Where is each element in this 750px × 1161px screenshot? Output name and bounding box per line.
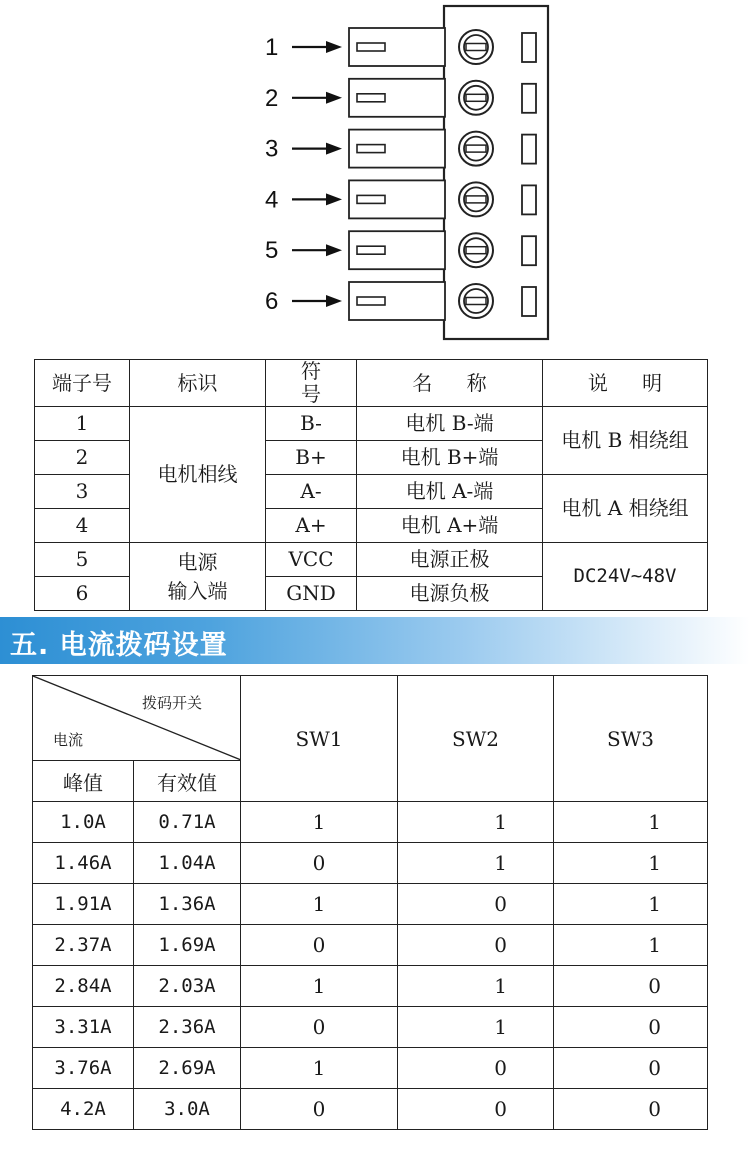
peak-current: 3.31A bbox=[33, 1007, 134, 1048]
current-dip-switch-table bbox=[32, 675, 708, 1130]
sw2-value: 0 bbox=[398, 925, 554, 966]
winding-b-description: 电机 B 相绕组 bbox=[543, 407, 708, 475]
header-description: 说 明 bbox=[543, 360, 708, 407]
voltage-range-description: DC24V~48V bbox=[543, 543, 708, 611]
pin-arrowhead bbox=[326, 193, 342, 205]
sw3-value: 0 bbox=[554, 1048, 708, 1089]
peak-current: 1.0A bbox=[33, 802, 134, 843]
terminal-name: 电源负极 bbox=[357, 577, 543, 611]
pin-number-label: 6 bbox=[265, 288, 279, 315]
sw2-value: 1 bbox=[398, 843, 554, 884]
sw2-value: 1 bbox=[398, 802, 554, 843]
terminal-name: 电机 A-端 bbox=[357, 475, 543, 509]
sw2-value: 1 bbox=[398, 966, 554, 1007]
sw3-value: 0 bbox=[554, 1007, 708, 1048]
pin-arrowhead bbox=[326, 41, 342, 53]
sw3-value: 1 bbox=[554, 925, 708, 966]
terminal-symbol: B- bbox=[266, 407, 357, 441]
sw2-value: 0 bbox=[398, 884, 554, 925]
terminal-connector-diagram bbox=[0, 0, 750, 345]
wire-slot-marker bbox=[357, 297, 385, 305]
sw1-value: 1 bbox=[241, 802, 398, 843]
rms-current: 2.03A bbox=[134, 966, 241, 1007]
sw1-value: 1 bbox=[241, 884, 398, 925]
screw-slot bbox=[466, 145, 486, 152]
power-input-line1: 电源 bbox=[177, 549, 218, 574]
terminal-symbol: A+ bbox=[266, 509, 357, 543]
peak-current: 4.2A bbox=[33, 1089, 134, 1130]
table-row bbox=[33, 1007, 708, 1048]
test-port bbox=[522, 185, 536, 214]
pin-number-label: 4 bbox=[265, 186, 279, 214]
header-sw3: SW3 bbox=[554, 676, 708, 802]
peak-current: 2.84A bbox=[33, 966, 134, 1007]
header-sw1: SW1 bbox=[241, 676, 398, 802]
screw-slot bbox=[466, 94, 486, 101]
header-symbol: 符 号 bbox=[266, 360, 357, 407]
header-terminal: 端子号 bbox=[35, 360, 130, 407]
header-sw2: SW2 bbox=[398, 676, 554, 802]
test-port bbox=[522, 84, 536, 113]
rms-current: 2.69A bbox=[134, 1048, 241, 1089]
test-port bbox=[522, 33, 536, 62]
terminal-number: 1 bbox=[35, 407, 130, 441]
wire-slot-marker bbox=[357, 246, 385, 254]
screw-slot bbox=[466, 247, 486, 254]
pin-arrowhead bbox=[326, 295, 342, 307]
wire-slot-marker bbox=[357, 94, 385, 102]
section-title: 五. 电流拨码设置 bbox=[10, 630, 228, 661]
sw2-value: 0 bbox=[398, 1089, 554, 1130]
rms-current: 1.04A bbox=[134, 843, 241, 884]
header-peak: 峰值 bbox=[33, 761, 134, 802]
terminal-number: 2 bbox=[35, 441, 130, 475]
current-label: 电流 bbox=[53, 731, 84, 749]
rms-current: 1.69A bbox=[134, 925, 241, 966]
rms-current: 1.36A bbox=[134, 884, 241, 925]
peak-current: 1.91A bbox=[33, 884, 134, 925]
section-banner bbox=[0, 617, 750, 664]
sw1-value: 1 bbox=[241, 1048, 398, 1089]
table-row bbox=[35, 543, 708, 577]
table-row bbox=[33, 1089, 708, 1130]
power-input-line2: 输入端 bbox=[167, 578, 228, 603]
pin-arrowhead bbox=[326, 143, 342, 155]
pin-number-label: 1 bbox=[265, 34, 279, 61]
sw2-value: 0 bbox=[398, 1048, 554, 1089]
test-port bbox=[522, 236, 536, 265]
pin-number-label: 2 bbox=[265, 84, 279, 112]
terminal-symbol: GND bbox=[266, 577, 357, 611]
sw1-value: 0 bbox=[241, 925, 398, 966]
header-name: 名 称 bbox=[357, 360, 543, 407]
terminal-symbol: A- bbox=[266, 475, 357, 509]
pin-number-label: 5 bbox=[265, 237, 279, 265]
header-label: 标识 bbox=[130, 360, 266, 407]
sw3-value: 1 bbox=[554, 843, 708, 884]
table-row bbox=[33, 884, 708, 925]
terminal-name: 电机 B-端 bbox=[357, 407, 543, 441]
sw1-value: 1 bbox=[241, 966, 398, 1007]
terminal-number: 6 bbox=[35, 577, 130, 611]
screw-slot bbox=[466, 298, 486, 305]
table-row bbox=[33, 843, 708, 884]
table-row bbox=[33, 966, 708, 1007]
winding-a-description: 电机 A 相绕组 bbox=[543, 475, 708, 543]
terminal-name: 电源正极 bbox=[357, 543, 543, 577]
pin-arrowhead bbox=[326, 244, 342, 256]
terminal-table-header bbox=[35, 360, 708, 407]
sw3-value: 0 bbox=[554, 1089, 708, 1130]
header-rms: 有效值 bbox=[134, 761, 241, 802]
table-row bbox=[33, 925, 708, 966]
table-row bbox=[33, 1048, 708, 1089]
power-input-label bbox=[130, 543, 266, 611]
pin-arrowhead bbox=[326, 92, 342, 104]
screw-slot bbox=[466, 44, 486, 51]
rms-current: 2.36A bbox=[134, 1007, 241, 1048]
terminal-name: 电机 A+端 bbox=[357, 509, 543, 543]
peak-current: 1.46A bbox=[33, 843, 134, 884]
table-row bbox=[33, 802, 708, 843]
pin-number-label: 3 bbox=[265, 135, 279, 163]
screw-slot bbox=[466, 196, 486, 203]
terminal-symbol: VCC bbox=[266, 543, 357, 577]
table-row bbox=[35, 407, 708, 441]
terminal-definition-table bbox=[34, 359, 708, 611]
dip-switch-label: 拨码开关 bbox=[141, 694, 202, 712]
test-port bbox=[522, 135, 536, 164]
rms-current: 3.0A bbox=[134, 1089, 241, 1130]
terminal-number: 4 bbox=[35, 509, 130, 543]
rms-current: 0.71A bbox=[134, 802, 241, 843]
motor-phase-label: 电机相线 bbox=[130, 407, 266, 543]
current-table-header bbox=[33, 676, 708, 761]
diagonal-header-cell bbox=[33, 676, 241, 761]
terminal-name: 电机 B+端 bbox=[357, 441, 543, 475]
sw2-value: 1 bbox=[398, 1007, 554, 1048]
terminal-number: 5 bbox=[35, 543, 130, 577]
sw3-value: 1 bbox=[554, 884, 708, 925]
test-port bbox=[522, 287, 536, 316]
terminal-number: 3 bbox=[35, 475, 130, 509]
peak-current: 2.37A bbox=[33, 925, 134, 966]
wire-slot-marker bbox=[357, 43, 385, 51]
wire-slot-marker bbox=[357, 145, 385, 153]
wire-slot-marker bbox=[357, 195, 385, 203]
peak-current: 3.76A bbox=[33, 1048, 134, 1089]
sw1-value: 0 bbox=[241, 1089, 398, 1130]
sw1-value: 0 bbox=[241, 843, 398, 884]
sw3-value: 1 bbox=[554, 802, 708, 843]
sw3-value: 0 bbox=[554, 966, 708, 1007]
terminal-symbol: B+ bbox=[266, 441, 357, 475]
sw1-value: 0 bbox=[241, 1007, 398, 1048]
